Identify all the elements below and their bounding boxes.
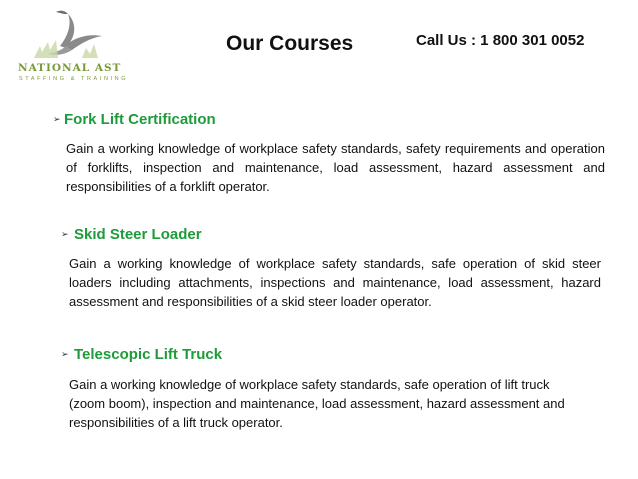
phone-number: Call Us : 1 800 301 0052 xyxy=(416,32,585,49)
course-heading: Skid Steer Loader xyxy=(74,226,202,243)
course-description: Gain a working knowledge of workplace safety standards, safe operation of lift truck (zoom boom), inspection and maintenance, load assessment, hazard assessment and responsibilities of a lift truck operator. xyxy=(69,377,565,430)
arrow-bullet-icon: ➢ xyxy=(53,114,61,124)
arrow-bullet-icon: ➢ xyxy=(61,349,69,359)
logo-tagline: STAFFING & TRAINING xyxy=(19,76,129,82)
company-logo xyxy=(10,6,129,88)
course-heading: Fork Lift Certification xyxy=(64,111,216,128)
arrow-bullet-icon: ➢ xyxy=(61,229,69,239)
course-heading: Telescopic Lift Truck xyxy=(74,346,223,363)
logo-name: NATIONAL AST xyxy=(18,62,122,74)
course-description: Gain a working knowledge of workplace safety standards, safety requirements and operation of forklifts, inspection and maintenance, load assessment, hazard assessment and responsibilities of a forklift operator. xyxy=(66,141,605,194)
course-description: Gain a working knowledge of workplace safety standards, safe operation of skid steer loaders including attachments, inspections and maintenance, load assessment, hazard assessment and responsibilities of a skid steer loader operator. xyxy=(69,256,601,309)
page-title: Our Courses xyxy=(226,32,354,55)
crane-bird-icon xyxy=(10,6,122,66)
